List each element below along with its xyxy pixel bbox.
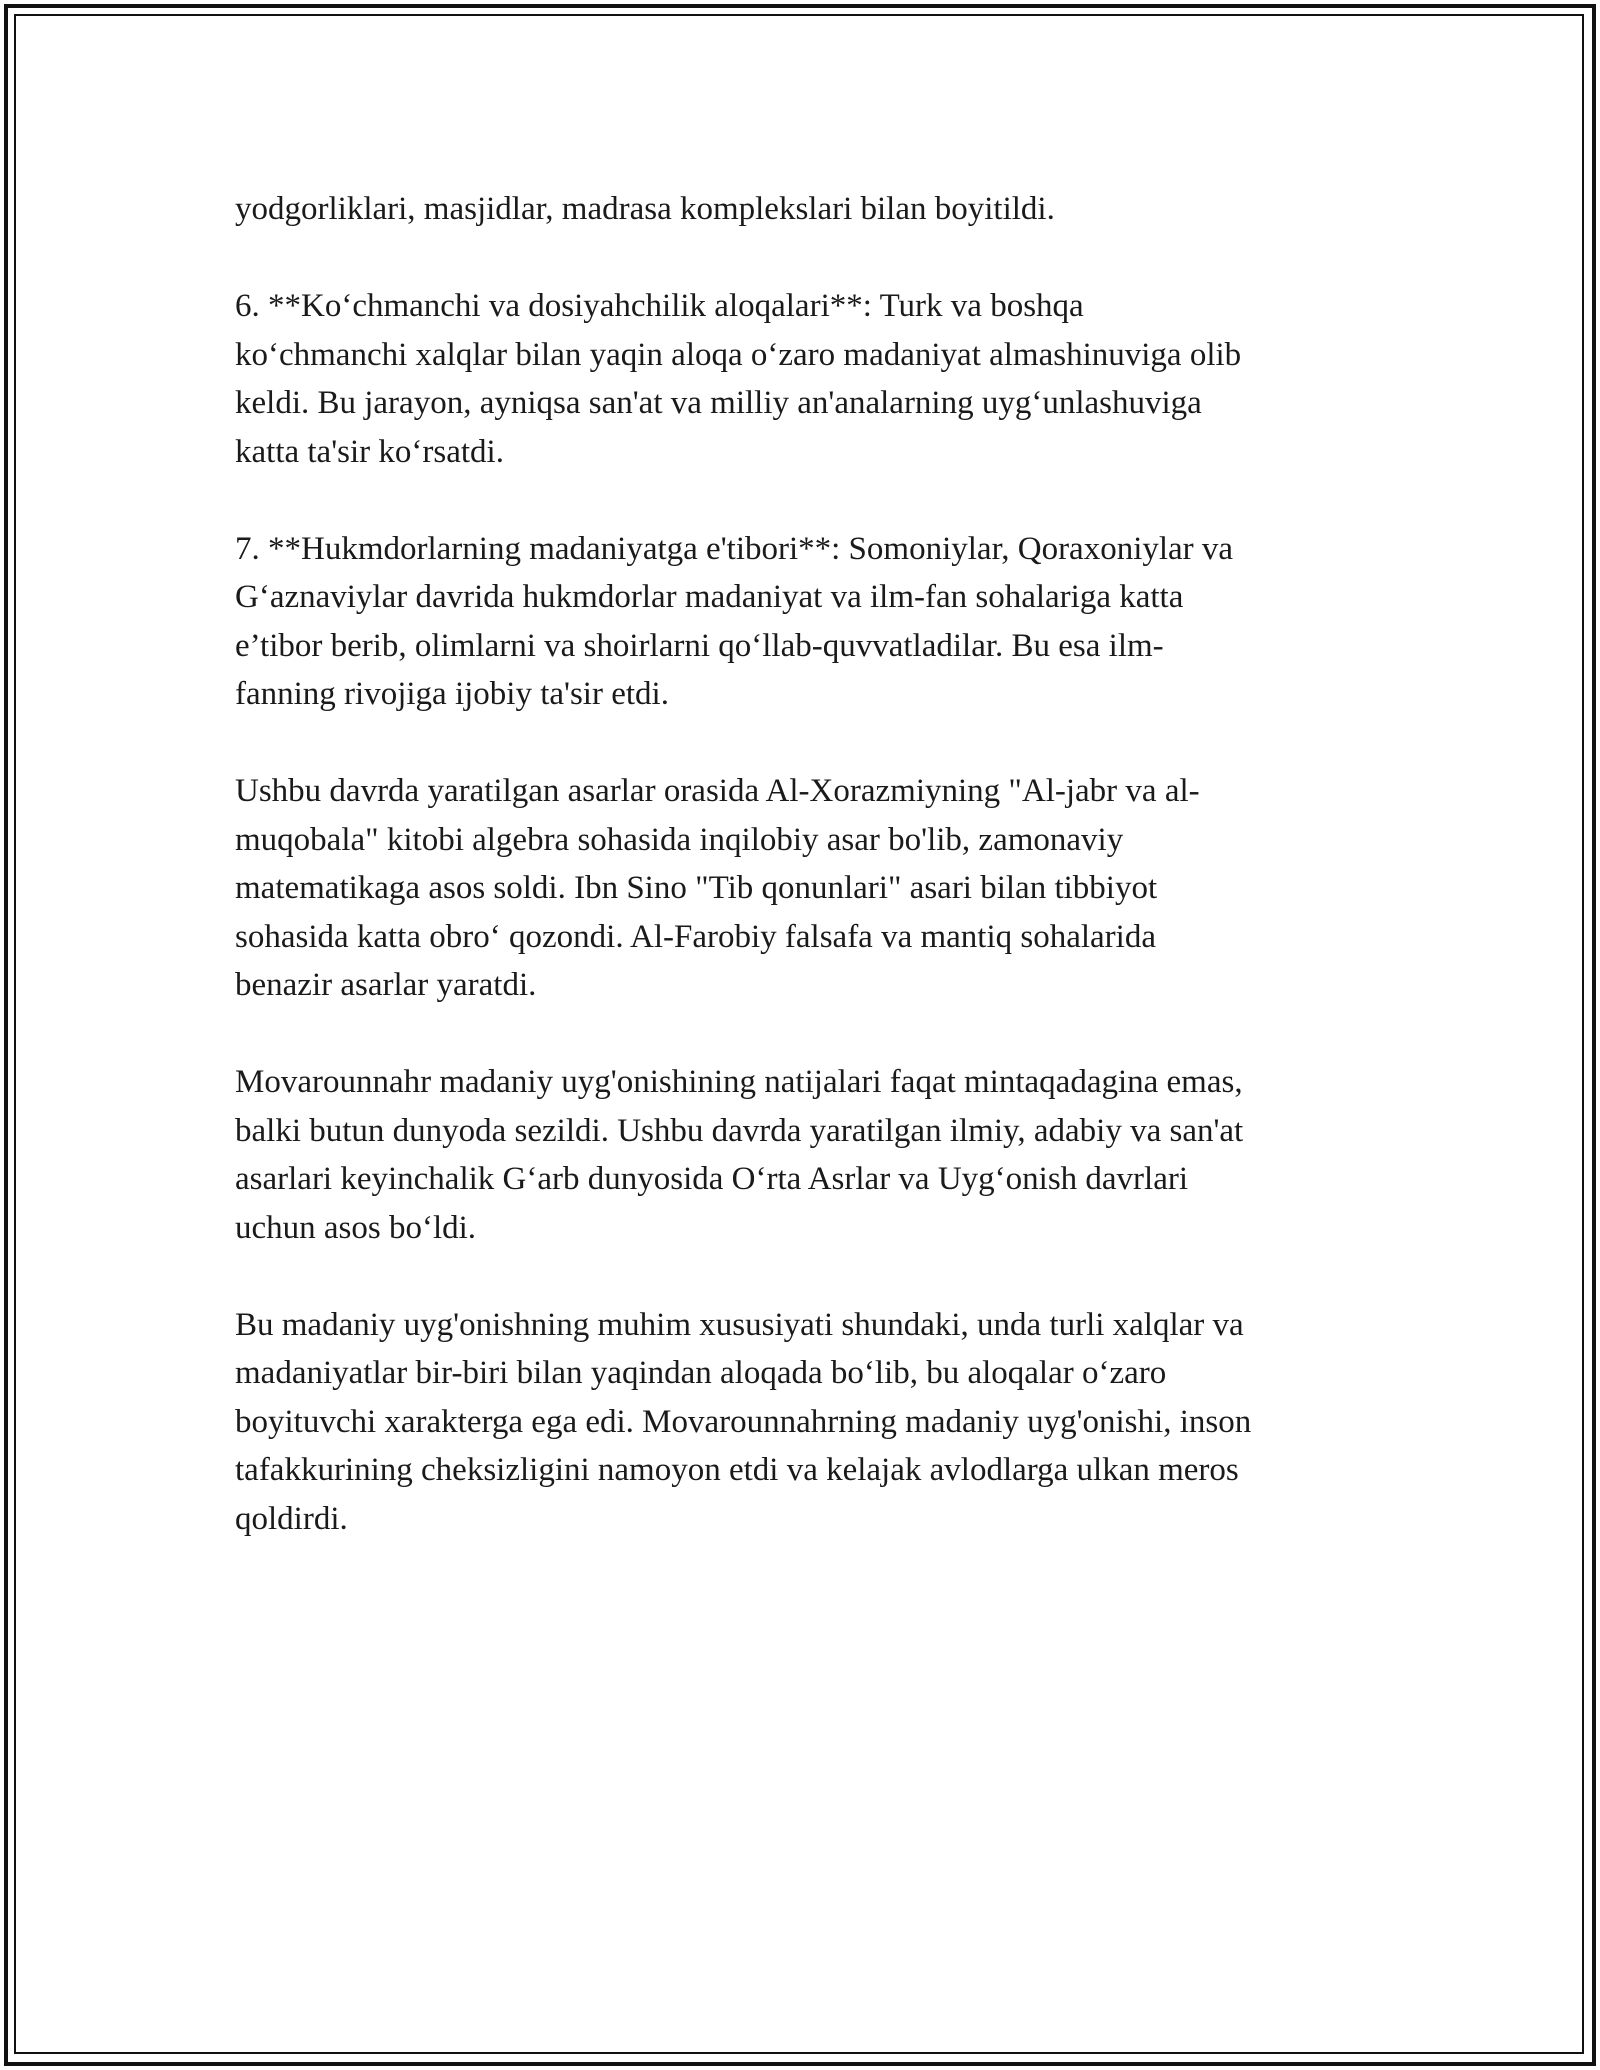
paragraph-rulers-attention: 7. **Hukmdorlarning madaniyatga e'tibori**: Somoniylar, Qoraxoniylar va G‘aznaviylar davrida hukmdorlar madaniyat va ilm-fan sohalariga katta e’tibor berib, olimlarni va shoirlarni qo‘llab-quvvatladilar. Bu esa ilm- fanning rivojiga ijobiy ta'sir etdi. [235,530,1234,712]
paragraph-nomadic-relations: 6. **Ko‘chmanchi va dosiyahchilik aloqalari**: Turk va boshqa ko‘chmanchi xalqlar bilan yaqin aloqa o‘zaro madaniyat almashinuviga olib keldi. Bu jarayon, ayniqsa san'at va milliy an'analarning uyg‘unlashuviga katta ta'sir ko‘rsatdi. [235,288,1242,470]
paragraph-monuments-continuation: yodgorliklari, masjidlar, madrasa komplekslari bilan boyitildi. [235,191,1055,227]
paragraph-conclusion: Bu madaniy uyg'onishning muhim xususiyati shundaki, unda turli xalqlar va madaniyatlar bir-biri bilan yaqindan aloqada bo‘lib, bu aloqalar o‘zaro boyituvchi xarakterga ega edi. Movarounnahrning madaniy uyg'onishi, inson tafakkurining cheksizligini namoyon etdi va kelajak avlodlarga ulkan meros qoldirdi. [235,1306,1252,1537]
document-body [235,185,1370,1592]
paragraph-global-impact: Movarounnahr madaniy uyg'onishining natijalari faqat mintaqadagina emas, balki butun dunyoda sezildi. Ushbu davrda yaratilgan ilmiy, adabiy va san'at asarlari keyinchalik G‘arb dunyosida O‘rta Asrlar va Uyg‘onish davrlari uchun asos bo‘ldi. [235,1064,1244,1246]
paragraph-notable-works: Ushbu davrda yaratilgan asarlar orasida Al-Xorazmiyning "Al-jabr va al- muqobala" kitobi algebra sohasida inqilobiy asar bo'lib, zamonaviy matematikaga asos soldi. Ibn Sino "Tib qonunlari" asari bilan tibbiyot sohasida katta obro‘ qozondi. Al-Farobiy falsafa va mantiq sohalarida benazir asarlar yaratdi. [235,773,1200,1003]
